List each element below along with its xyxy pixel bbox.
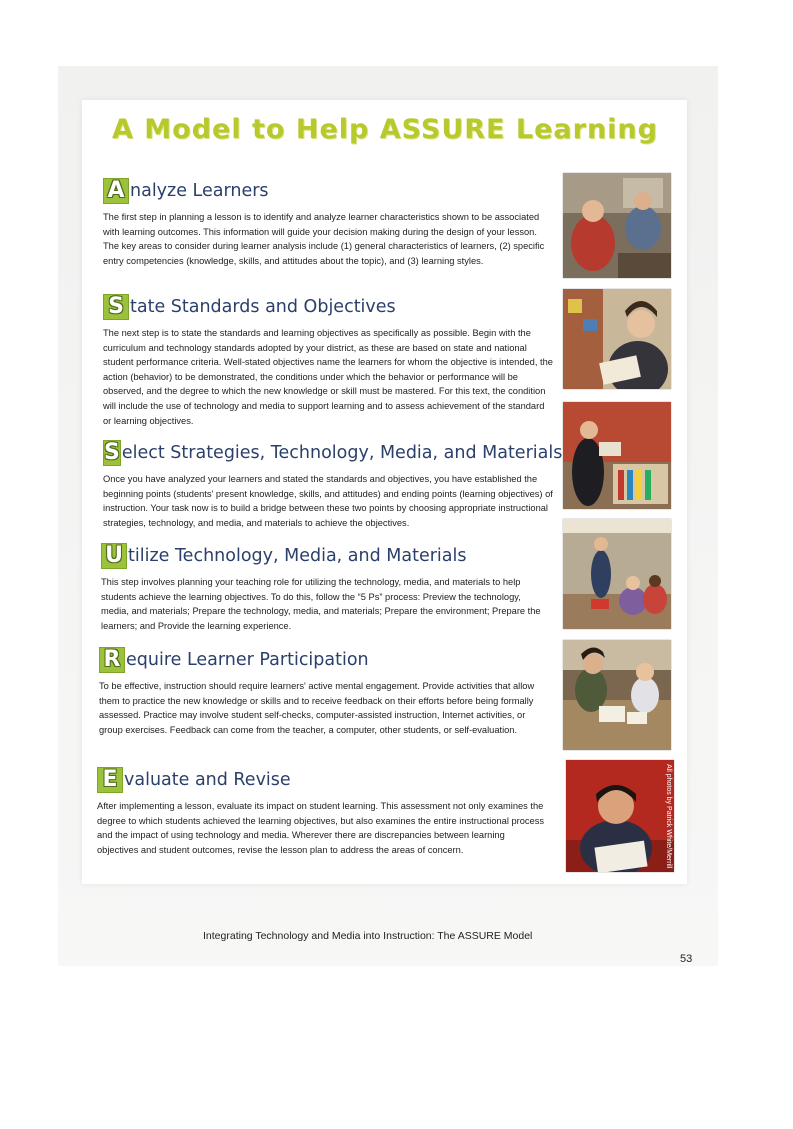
photo-students-at-table: [563, 640, 671, 750]
section-body: The first step in planning a lesson is to identify and analyze learner characteristics shown to be associated with learning outcomes. This information will guide your decision making during the design of your lesson. The key areas to consider during learner analysis include (1) general characteristics of learners, (2) specific entry competencies (knowledge, skills, and attitudes about the topic), and (3) learning styles.: [103, 212, 545, 266]
section-heading-text: valuate and Revise: [124, 770, 291, 790]
section-initial-letter: R: [99, 647, 125, 673]
photo-teacher-students-floor: [563, 519, 671, 629]
section-require-participation: [99, 647, 549, 737]
page-footer: Integrating Technology and Media into Instruction: The ASSURE Model: [203, 930, 533, 942]
section-body: To be effective, instruction should require learners' active mental engagement. Provide activities that allow them to practice the new knowledge or skills and to receive feedback on their efforts before being formally assessed. Practice may involve student self-checks, computer-assisted instruction, Internet activities, or group exercises. Feedback can come from the teacher, a computer, other students, or self-evaluation.: [99, 681, 535, 735]
section-utilize-technology: [101, 543, 551, 633]
section-heading: [103, 440, 563, 466]
section-initial-letter: U: [101, 543, 127, 569]
section-initial-letter: E: [97, 767, 123, 793]
page-number: 53: [680, 953, 693, 965]
section-initial-letter: A: [103, 178, 129, 204]
photo-teacher-reading: [563, 289, 671, 389]
section-evaluate-revise: [97, 767, 547, 857]
section-heading: [99, 647, 549, 673]
photo-classroom-students: [563, 173, 671, 278]
section-select-strategies: [103, 440, 563, 530]
section-body: This step involves planning your teaching role for utilizing the technology, media, and materials to help students achieve the learning objectives. To do this, follow the “5 Ps” process: Preview the technology, media, and materials; Prepare the technology, media, and materials; Prepare the environment; Prepare the learners; and Provide the learning experience.: [101, 577, 541, 631]
section-heading-text: tate Standards and Objectives: [130, 297, 396, 317]
section-initial-letter: S: [103, 294, 129, 320]
page-title: A Model to Help ASSURE Learning: [112, 114, 658, 145]
section-heading: [103, 178, 553, 204]
section-initial-letter: S: [104, 440, 120, 465]
photo-boy-writing: [566, 760, 674, 872]
photo-teacher-bookshelf: [563, 402, 671, 509]
section-body: After implementing a lesson, evaluate its impact on student learning. This assessment not only examines the degree to which students achieved the learning objectives, but also examines the entire instructional process and the impact of using technology and media. Wherever there are discrepancies between learning objectives and student outcomes, revise the lesson plan to address the areas of concern.: [97, 801, 545, 855]
section-body: The next step is to state the standards and learning objectives as specifically as possible. Begin with the curriculum and technology standards adopted by your district, as these are based on state and national student performance criteria. Well-stated objectives name the learners for whom the objective is intended, the action (behavior) to be demonstrated, the conditions under which the behavior or performance will be observed, and the degree to which the new knowledge or skill must be mastered. For this text, the condition will include the use of technology and media to support learning and to assess achievement of the standard or learning objectives.: [103, 328, 553, 426]
section-heading-text: elect Strategies, Technology, Media, and Materials: [121, 443, 563, 463]
section-heading: [97, 767, 547, 793]
photo-credit: All photos by Patrick White/Merrill: [665, 764, 672, 869]
section-heading-text: tilize Technology, Media, and Materials: [128, 546, 467, 566]
section-heading-text: nalyze Learners: [130, 181, 269, 201]
section-body: Once you have analyzed your learners and stated the standards and objectives, you have established the beginning points (students' present knowledge, skills, and attitudes) and ending points (learning objectives) of instruction. Your task now is to build a bridge between these two points by choosing appropriate instructional strategies, technology, and media, and materials to achieve the objectives.: [103, 474, 553, 528]
section-heading-text: equire Learner Participation: [126, 650, 369, 670]
section-analyze-learners: [103, 178, 553, 268]
section-state-standards: [103, 294, 553, 428]
section-heading: [101, 543, 551, 569]
section-heading: [103, 294, 553, 320]
